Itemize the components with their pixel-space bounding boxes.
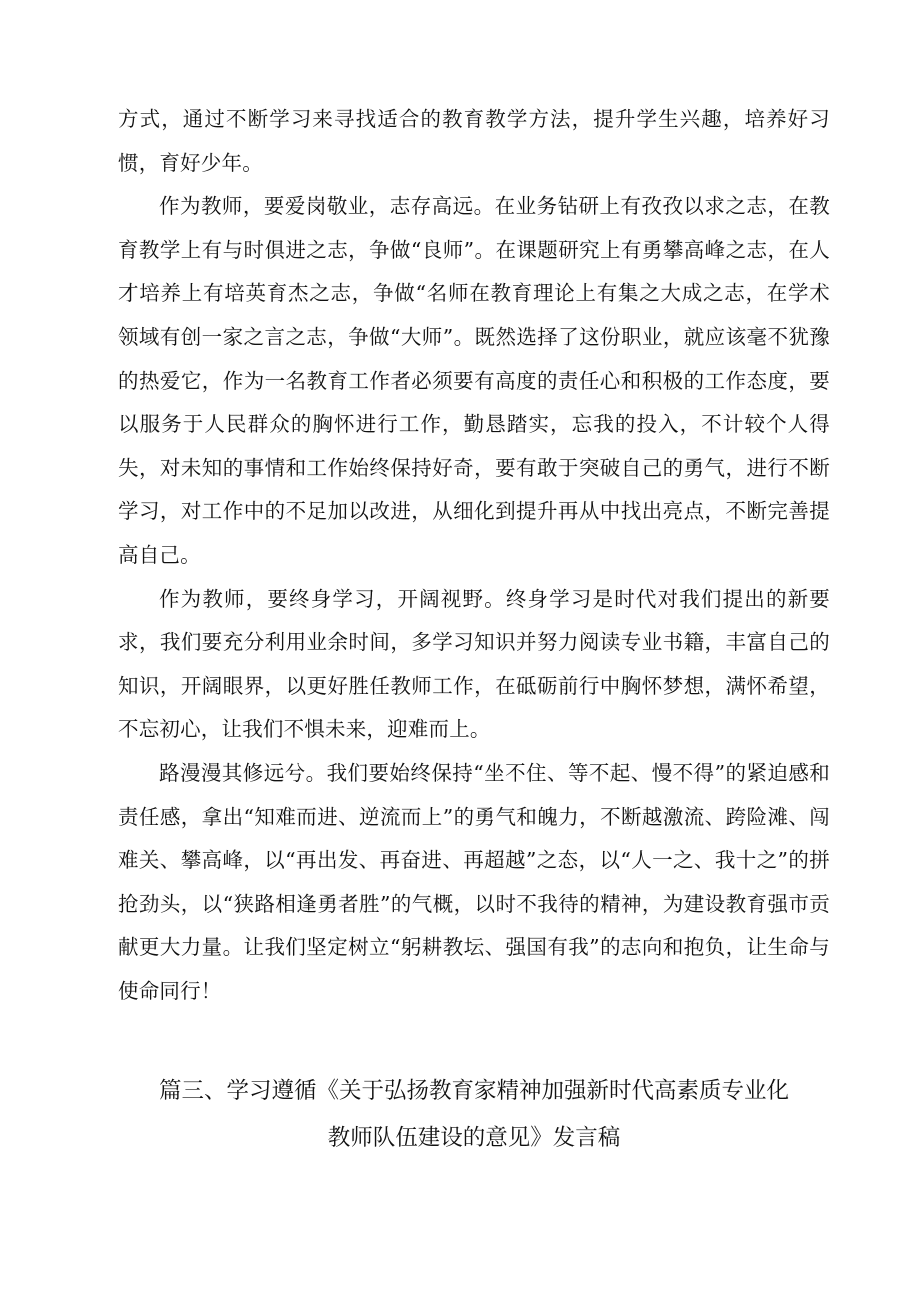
body-text <box>118 98 830 1013</box>
paragraph: 作为教师，要爱岗敬业，志存高远。在业务钻研上有孜孜以求之志，在教育教学上有与时俱进之志，争做“良师”。在课题研究上有勇攀高峰之志，在人才培养上有培英育杰之志，争做“名师在教育理论上有集之大成之志，在学术领域有创一家之言之志，争做“大师”。既然选择了这份职业，就应该毫不犹豫的热爱它，作为一名教育工作者必须要有高度的责任心和积极的工作态度，要以服务于人民群众的胸怀进行工作，勤恳踏实，忘我的投入，不计较个人得失，对未知的事情和工作始终保持好奇，要有敢于突破自己的勇气，进行不断学习，对工作中的不足加以改进，从细化到提升再从中找出亮点，不断完善提高自己。 <box>118 194 830 567</box>
paragraph: 作为教师，要终身学习，开阔视野。终身学习是时代对我们提出的新要求，我们要充分利用业余时间，多学习知识并努力阅读专业书籍，丰富自己的知识，开阔眼界，以更好胜任教师工作，在砥砺前行中胸怀梦想，满怀希望，不忘初心，让我们不惧未来，迎难而上。 <box>118 586 830 742</box>
section-heading <box>118 1068 830 1162</box>
heading-line: 篇三、学习遵循《关于弘扬教育家精神加强新时代高素质专业化 <box>158 1078 789 1104</box>
paragraph-continuation: 方式，通过不断学习来寻找适合的教育教学方法，提升学生兴趣，培养好习惯，育好少年。 <box>118 107 830 175</box>
paragraph: 路漫漫其修远兮。我们要始终保持“坐不住、等不起、慢不得”的紧迫感和责任感，拿出“知难而进、逆流而上”的勇气和魄力，不断越激流、跨险滩、闯难关、攀高峰，以“再出发、再奋进、再超越”之态，以“人一之、我十之”的拼抢劲头，以“狭路相逢勇者胜”的气概，以时不我待的精神，为建设教育强市贡献更大力量。让我们坚定树立“躬耕教坛、强国有我”的志向和抱负，让生命与使命同行！ <box>118 760 830 1003</box>
heading-line: 教师队伍建设的意见》发言稿 <box>327 1125 621 1151</box>
